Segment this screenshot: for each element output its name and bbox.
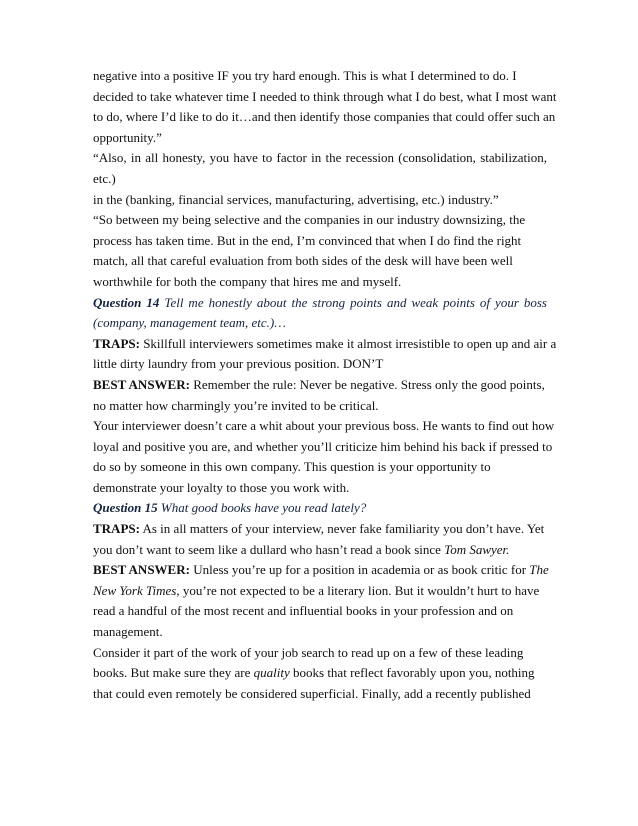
text-line (93, 601, 547, 622)
question-text: Tell me honestly about the strong points and weak points of your boss (159, 294, 547, 310)
text: “So between my being selective and the companies in our industry downsizing, the (93, 212, 526, 228)
text-line (93, 581, 547, 602)
text: negative into a positive IF you try hard enough. This is what I determined to do. I (93, 68, 517, 83)
text-line (93, 169, 547, 190)
text-line (93, 231, 547, 252)
text-line (93, 519, 547, 540)
text-line (93, 437, 553, 458)
text-line (93, 334, 557, 355)
question-label: Question 14 (93, 294, 160, 310)
text: Skillfull interviewers sometimes make it almost irresistible to open up and air a (139, 335, 557, 351)
traps-label: TRAPS: (93, 521, 140, 537)
question-label: Question 15 (93, 500, 158, 516)
text: Remember the rule: Never be negative. Stress only the good points, (189, 376, 545, 392)
text-line (93, 560, 547, 581)
text-line (93, 66, 547, 87)
publication-title: New York Times (93, 582, 177, 598)
text-line (93, 87, 557, 108)
text: read a handful of the most recent and influential books in your profession and on (93, 603, 514, 619)
best-answer-label: BEST ANSWER: (93, 562, 190, 578)
text: match, all that careful evaluation from both sides of the desk will have been well (93, 253, 513, 269)
text: decided to take whatever time I needed to think through what I do best, what I most want (93, 88, 557, 104)
text: worthwhile for both the company that hires me and myself. (93, 273, 402, 289)
question-text: What good books have you read lately? (157, 500, 367, 516)
question-heading (93, 293, 547, 314)
emphasis: quality (253, 665, 290, 681)
text: “Also, in all honesty, you have to factor in the recession (consolidation, stabilization, (93, 150, 547, 166)
text-line (93, 478, 547, 499)
traps-label: TRAPS: (93, 335, 140, 351)
text: etc.) (93, 170, 116, 186)
book-title: Tom Sawyer. (444, 541, 510, 557)
text: do so by someone in this own company. This question is your opportunity to (93, 459, 491, 475)
text-line (93, 251, 547, 272)
text-line (93, 107, 556, 128)
text: no matter how charmingly you’re invited to be critical. (93, 397, 379, 413)
text: process has taken time. But in the end, I’m convinced that when I do find the right (93, 232, 522, 248)
text-line (93, 457, 547, 478)
text-line (93, 416, 555, 437)
text: opportunity.” (93, 129, 162, 145)
text-line (93, 375, 547, 396)
question-heading-continued (93, 313, 547, 334)
text-line (93, 128, 547, 149)
text: As in all matters of your interview, never fake familiarity you don’t have. Yet (139, 521, 545, 537)
text: Consider it part of the work of your job search to read up on a few of these leading (93, 644, 524, 660)
text: management. (93, 624, 163, 640)
text: in the (banking, financial services, manufacturing, advertising, etc.) industry.” (93, 191, 499, 207)
question-heading (93, 498, 547, 519)
publication-title: The (529, 562, 549, 578)
text: , you’re not expected to be a literary lion. But it wouldn’t hurt to have (176, 582, 540, 598)
text-line (93, 540, 547, 561)
text: to do, where I’d like to do it…and then identify those companies that could offer such an (93, 109, 556, 125)
document-page (93, 66, 557, 704)
text-line (93, 210, 547, 231)
text: books. But make sure they are (93, 665, 254, 681)
text-line (93, 684, 547, 705)
text: demonstrate your loyalty to those you work with. (93, 479, 350, 495)
text: little dirty laundry from your previous position. DON’T (93, 356, 384, 372)
text-line (93, 663, 547, 684)
text: books that reflect favorably upon you, nothing (289, 665, 535, 681)
text-line (93, 396, 547, 417)
text: that could even remotely be considered superficial. Finally, add a recently published (93, 685, 531, 701)
best-answer-label: BEST ANSWER: (93, 376, 190, 392)
text-line (93, 272, 547, 293)
text: you don’t want to seem like a dullard who hasn’t read a book since (93, 541, 445, 557)
text: Unless you’re up for a position in academia or as book critic for (189, 562, 530, 578)
text: Your interviewer doesn’t care a whit about your previous boss. He wants to find out how (93, 418, 555, 434)
text-line (93, 148, 547, 169)
text-line (93, 643, 547, 664)
text-line (93, 354, 547, 375)
text: loyal and positive you are, and whether you’ll criticize him behind his back if pressed to (93, 438, 553, 454)
text-line (93, 622, 547, 643)
text-line (93, 190, 547, 211)
question-text: (company, management team, etc.)… (93, 315, 286, 331)
